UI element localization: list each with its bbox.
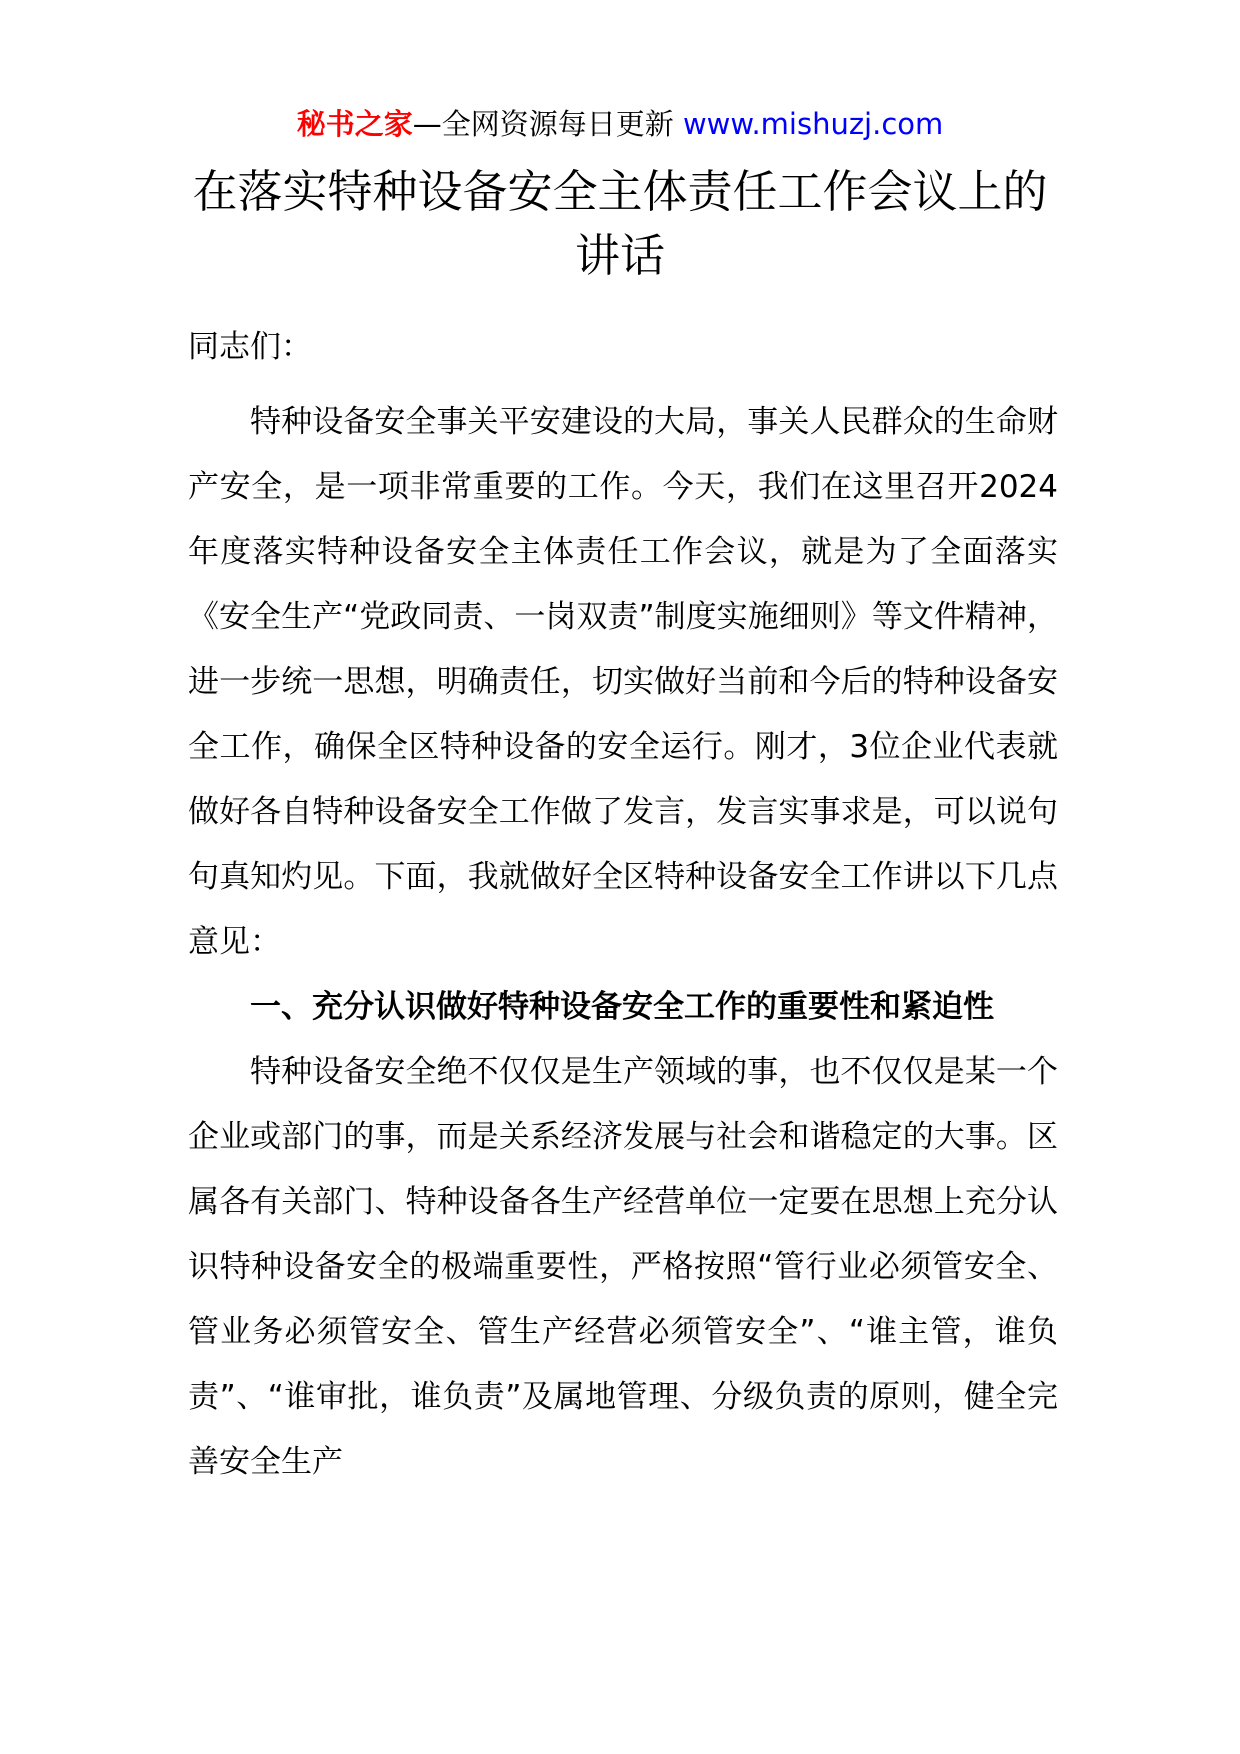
document-title: 在落实特种设备安全主体责任工作会议上的讲话 — [192, 165, 1048, 282]
paragraph-intro: 特种设备安全事关平安建设的大局，事关人民群众的生命财产安全，是一项非常重要的工作。今天，我们在这里召开2024年度落实特种设备安全主体责任工作会议，就是为了全面落实《安全生产“党政同责、一岗双责”制度实施细则》等文件精神，进一步统一思想，明确责任，切实做好当前和今后的特种设备安全工作，确保全区特种设备的安全运行。刚才，3位企业代表就做好各自特种设备安全工作做了发言，发言实事求是，可以说句句真知灼见。下面，我就做好全区特种设备安全工作讲以下几点意见： — [188, 404, 1058, 960]
paragraph-section-1: 特种设备安全绝不仅仅是生产领域的事，也不仅仅是某一个企业或部门的事，而是关系经济发展与社会和谐稳定的大事。区属各有关部门、特种设备各生产经营单位一定要在思想上充分认识特种设备安全的极端重要性，严格按照“管行业必须管安全、管业务必须管安全、管生产经营必须管安全”、“谁主管，谁负责”、“谁审批，谁负责”及属地管理、分级负责的原则，健全完善安全生产 — [188, 1054, 1058, 1480]
section-heading-1: 一、充分认识做好特种设备安全工作的重要性和紧迫性 — [250, 989, 994, 1025]
document-body — [188, 325, 1058, 1495]
salutation: 同志们： — [188, 329, 312, 365]
header-brand: 秘书之家 — [296, 107, 413, 141]
header-tagline: —全网资源每日更新 — [412, 107, 683, 141]
watermark-header — [0, 104, 1240, 144]
header-url[interactable]: www.mishuzj.com — [682, 107, 944, 141]
